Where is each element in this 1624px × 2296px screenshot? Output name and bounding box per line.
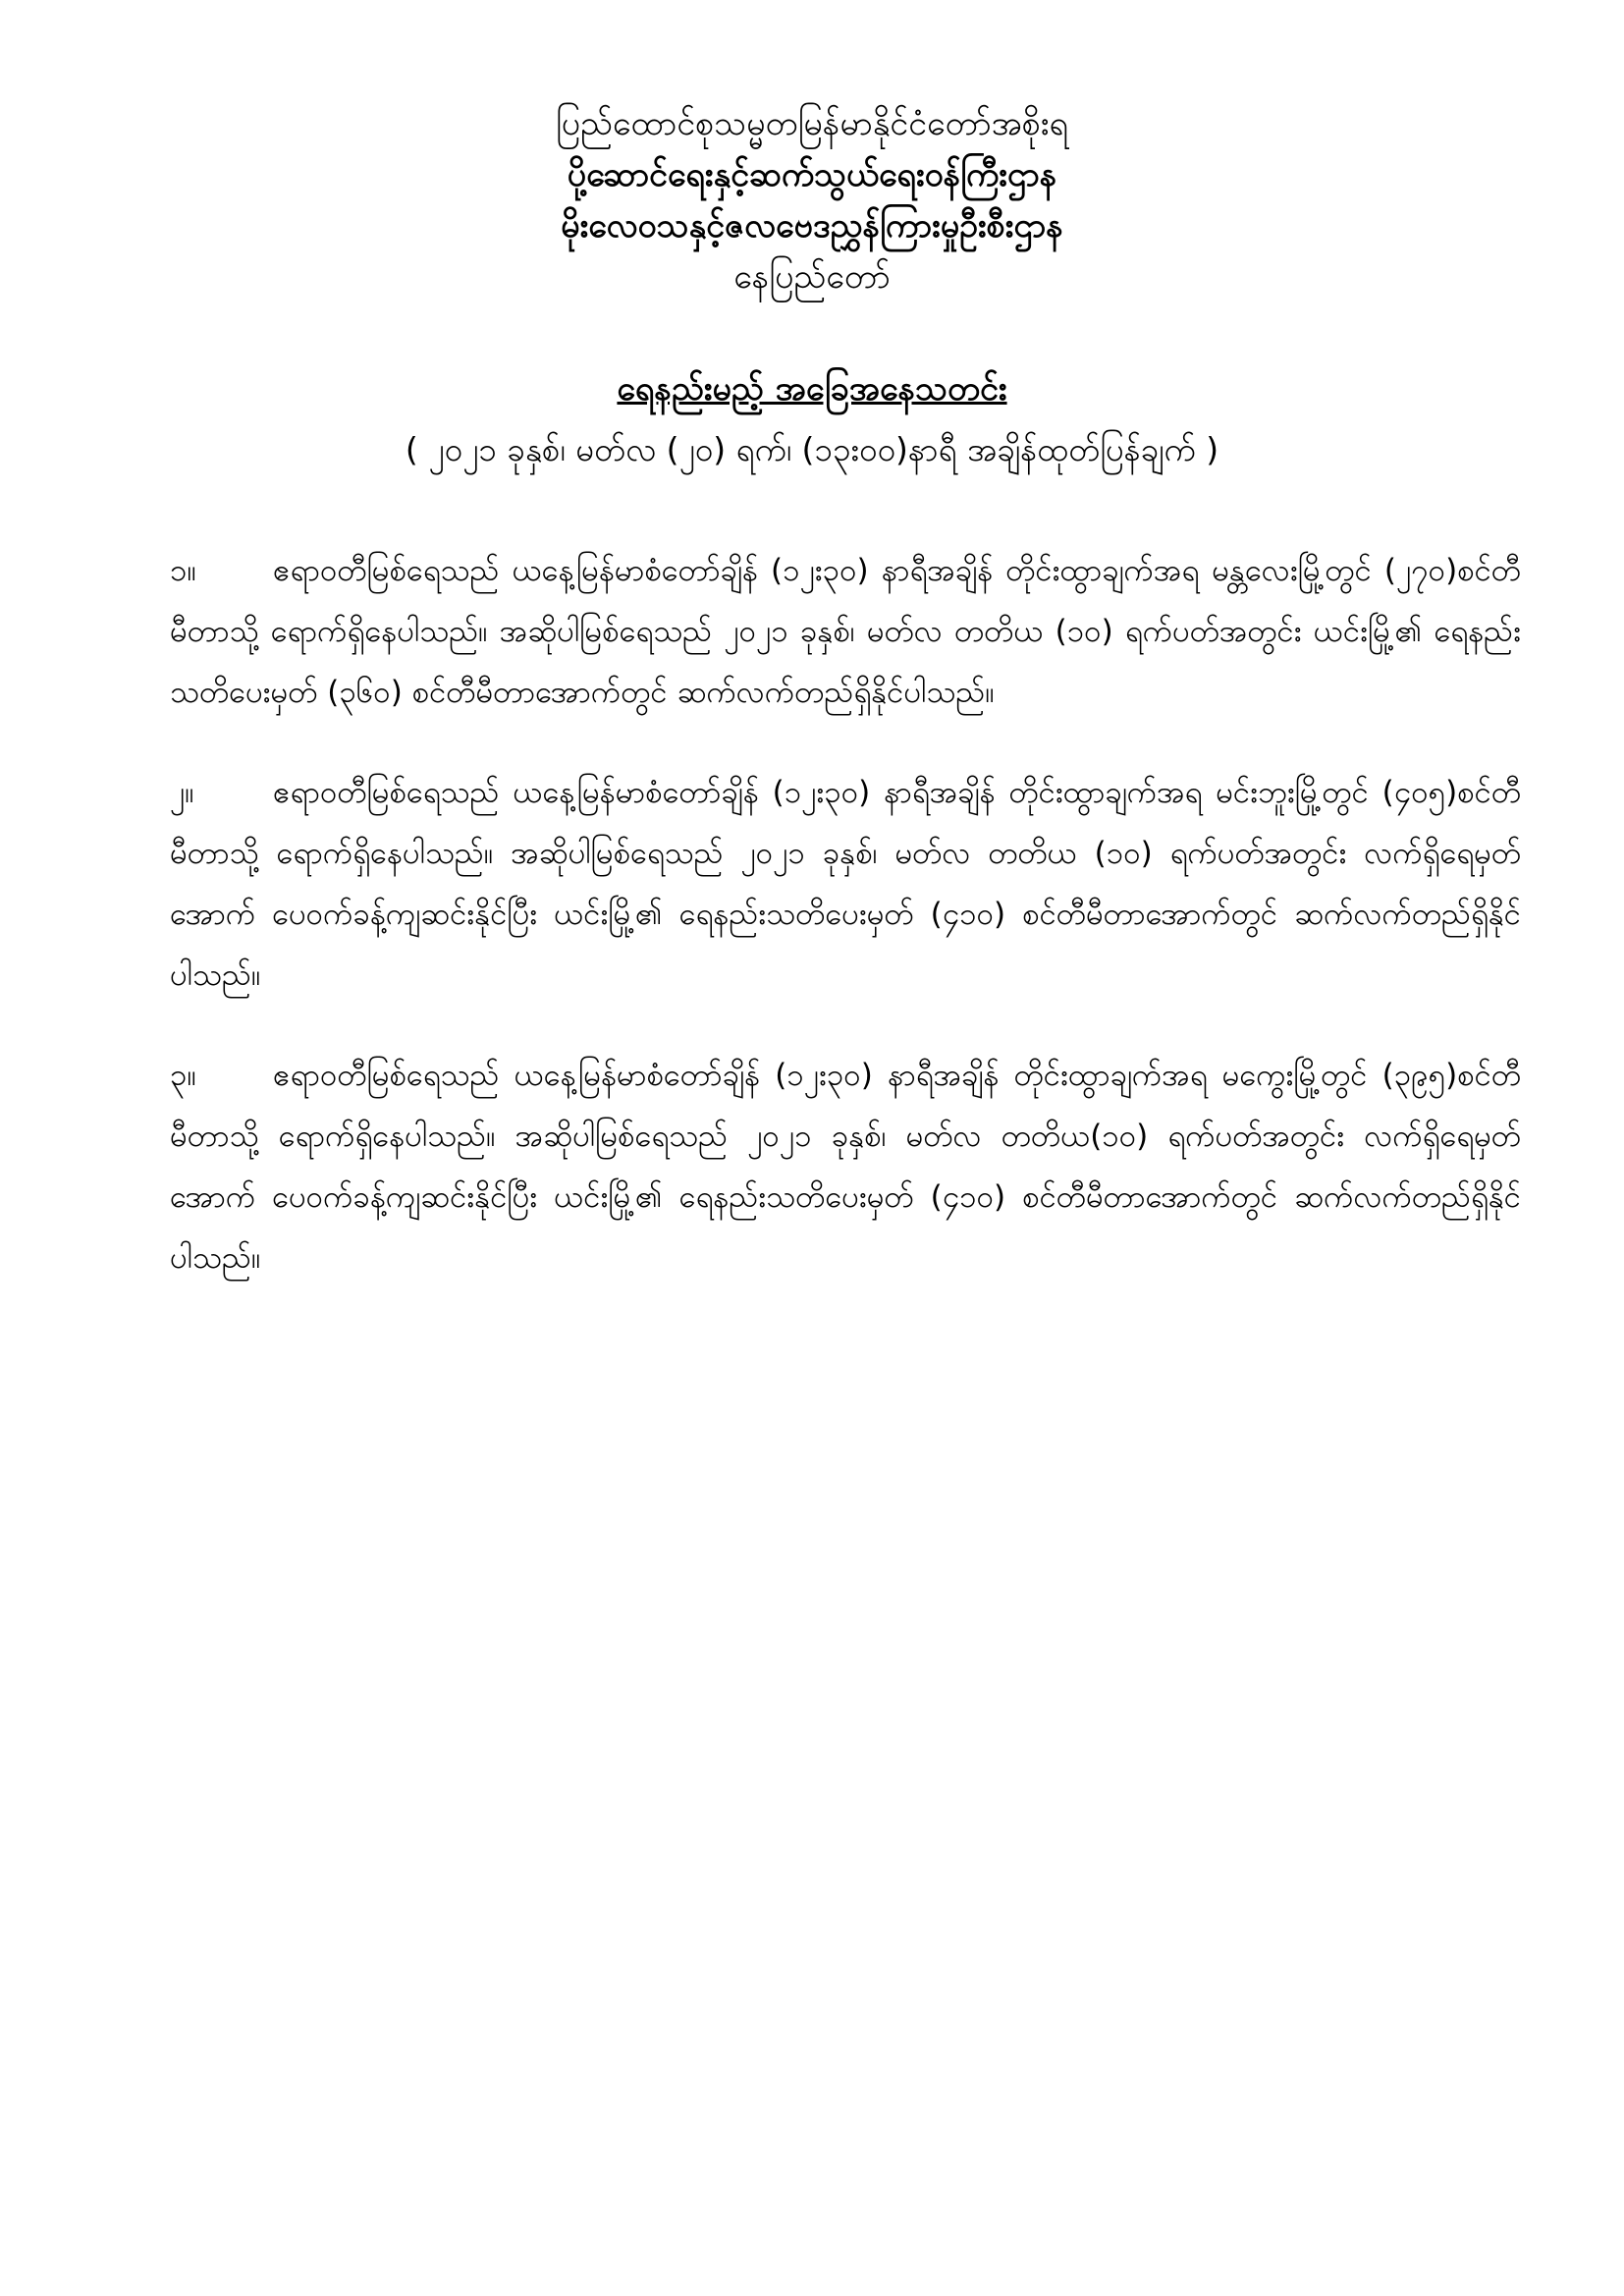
government-name: ပြည်ထောင်စုသမ္မတမြန်မာနိုင်ငံတော်အစိုးရ	[555, 104, 1069, 143]
document-body	[170, 540, 1521, 1328]
document-title: ရေနည်းမည့် အခြေအနေသတင်း	[617, 369, 1007, 409]
letterhead	[0, 98, 1624, 302]
paragraph-number: ၃။	[170, 1058, 196, 1093]
department-name: မိုးလေဝသနှင့်ဇလဗေဒညွှန်ကြားမှုဦးစီးဌာန	[561, 206, 1063, 246]
paragraph-1	[170, 540, 1521, 723]
title-block	[0, 363, 1624, 475]
document-subtitle: ( ၂၀၂၁ ခုနှစ်၊ မတ်လ (၂၀) ရက်၊ (၁၃း၀၀)နာရီ အချိန်ထုတ်ပြန်ချက် )	[405, 430, 1219, 468]
paragraph-text: ဧရာဝတီမြစ်ရေသည် ယနေ့မြန်မာစံတော်ချိန် (၁၂း၃၀) နာရီအချိန် တိုင်းထွာချက်အရ မန္တလေးမြို့တွင် (၂၇၀)စင်တီမီတာသို့ ရောက်ရှိနေပါသည်။ အဆိုပါမြစ်ရေသည် ၂၀၂၁ ခုနှစ်၊ မတ်လ တတိယ (၁၀) ရက်ပတ်အတွင်း ယင်းမြို့၏ ရေနည်းသတိပေးမှတ် (၃၆၀) စင်တီမီတာအောက်တွင် ဆက်လက်တည်ရှိနိုင်ပါသည်။	[170, 553, 1521, 710]
paragraph-3	[170, 1045, 1521, 1288]
paragraph-text: ဧရာဝတီမြစ်ရေသည် ယနေ့မြန်မာစံတော်ချိန် (၁၂း၃၀) နာရီအချိန် တိုင်းထွာချက်အရ မင်းဘူးမြို့တွင် (၄၀၅)စင်တီမီတာသို့ ရောက်ရှိနေပါသည်။ အဆိုပါမြစ်ရေသည် ၂၀၂၁ ခုနှစ်၊ မတ်လ တတိယ (၁၀) ရက်ပတ်အတွင်း လက်ရှိရေမှတ်အောက် ပေဝက်ခန့်ကျဆင်းနိုင်ပြီး ယင်းမြို့၏ ရေနည်းသတိပေးမှတ် (၄၁၀) စင်တီမီတာအောက်တွင် ဆက်လက်တည်ရှိနိုင်ပါသည်။	[170, 775, 1521, 993]
city-name: နေပြည်တော်	[733, 257, 891, 297]
ministry-name: ပို့ဆောင်ရေးနှင့်ဆက်သွယ်ရေးဝန်ကြီးဌာန	[567, 155, 1057, 194]
paragraph-text: ဧရာဝတီမြစ်ရေသည် ယနေ့မြန်မာစံတော်ချိန် (၁၂း၃၀) နာရီအချိန် တိုင်းထွာချက်အရ မကွေးမြို့တွင် (၃၉၅)စင်တီမီတာသို့ ရောက်ရှိနေပါသည်။ အဆိုပါမြစ်ရေသည် ၂၀၂၁ ခုနှစ်၊ မတ်လ တတိယ(၁၀) ရက်ပတ်အတွင်း လက်ရှိရေမှတ်အောက် ပေဝက်ခန့်ကျဆင်းနိုင်ပြီး ယင်းမြို့၏ ရေနည်းသတိပေးမှတ် (၄၁၀) စင်တီမီတာအောက်တွင် ဆက်လက်တည်ရှိနိုင်ပါသည်။	[170, 1058, 1521, 1276]
paragraph-2	[170, 762, 1521, 1006]
paragraph-number: ၁။	[170, 553, 196, 588]
paragraph-number: ၂။	[170, 775, 194, 810]
